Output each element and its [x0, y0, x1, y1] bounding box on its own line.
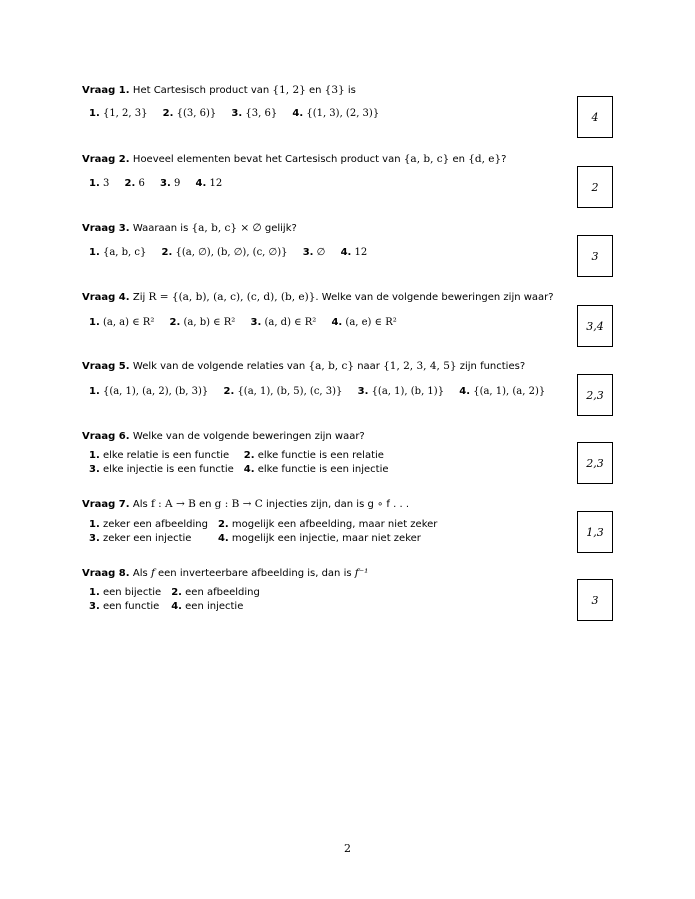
question-5-title: Vraag 5. Welk van de volgende relaties van {a, b, c} naar {1, 2, 3, 4, 5} zijn functies? — [82, 360, 526, 372]
question-3-options — [89, 247, 379, 258]
option-1: 1. 3 — [89, 178, 110, 189]
question-6-options — [89, 449, 389, 477]
option-2: 2. mogelijk een afbeelding, maar niet zeker — [217, 519, 438, 530]
option-4: 4. 12 — [340, 247, 368, 258]
option-3: 3. zeker een injectie — [89, 533, 192, 544]
question-1 — [82, 82, 612, 119]
option-3: 3. 9 — [160, 178, 181, 189]
option-2: 2. {(3, 6)} — [162, 108, 217, 119]
answer-box-6: 2,3 — [577, 442, 613, 484]
option-3: 3. (a, d) ∈ R² — [250, 317, 317, 328]
question-1-options — [89, 108, 391, 119]
question-4-title: Vraag 4. Zij R = {(a, b), (a, c), (c, d), (b, e)}. Welke van de volgende beweringen zijn waar? — [82, 291, 554, 303]
option-4: 4. {(a, 1), (a, 2)} — [459, 386, 546, 397]
option-4: 4. (a, e) ∈ R² — [331, 317, 397, 328]
option-2: 2. {(a, 1), (b, 5), (c, 3)} — [223, 386, 343, 397]
answer-box-8: 3 — [577, 579, 613, 621]
option-1: 1. {(a, 1), (a, 2), (b, 3)} — [89, 386, 209, 397]
option-2: 2. elke functie is een relatie — [243, 450, 384, 461]
answer-box-2: 2 — [577, 166, 613, 208]
option-3: 3. een functie — [89, 601, 160, 612]
option-1: 1. een bijectie — [89, 587, 162, 598]
option-2: 2. {(a, ∅), (b, ∅), (c, ∅)} — [161, 247, 288, 258]
question-4-options — [89, 317, 409, 328]
option-4: 4. elke functie is een injectie — [243, 464, 389, 475]
question-8 — [82, 565, 612, 612]
question-7-options — [89, 518, 437, 546]
option-3: 3. {(a, 1), (b, 1)} — [357, 386, 445, 397]
option-4: 4. een injectie — [171, 601, 244, 612]
option-3: 3. ∅ — [302, 247, 326, 258]
option-2: 2. een afbeelding — [171, 587, 260, 598]
question-2-title: Vraag 2. Hoeveel elementen bevat het Cartesisch product van {a, b, c} en {d, e}? — [82, 153, 507, 165]
question-8-options — [89, 586, 260, 614]
question-3 — [82, 220, 612, 258]
answer-box-1: 4 — [577, 96, 613, 138]
option-3: 3. {3, 6} — [231, 108, 278, 119]
option-1: 1. (a, a) ∈ R² — [89, 317, 155, 328]
answer-box-5: 2,3 — [577, 374, 613, 416]
question-6-title: Vraag 6. Welke van de volgende beweringen zijn waar? — [82, 431, 365, 442]
question-2-options — [89, 178, 234, 189]
question-7-title: Vraag 7. Als f : A → B en g : B → C injecties zijn, dan is g ∘ f . . . — [82, 498, 410, 510]
option-2: 2. (a, b) ∈ R² — [169, 317, 236, 328]
option-2: 2. 6 — [124, 178, 145, 189]
page-number: 2 — [344, 842, 351, 855]
option-4: 4. 12 — [195, 178, 223, 189]
option-3: 3. elke injectie is een functie — [89, 464, 234, 475]
option-1: 1. zeker een afbeelding — [89, 519, 208, 530]
option-1: 1. {1, 2, 3} — [89, 108, 148, 119]
question-2 — [82, 151, 612, 189]
option-4: 4. {(1, 3), (2, 3)} — [292, 108, 380, 119]
answer-box-4: 3,4 — [577, 305, 613, 347]
option-1: 1. elke relatie is een functie — [89, 450, 230, 461]
question-3-title: Vraag 3. Waaraan is {a, b, c} × ∅ gelijk? — [82, 222, 297, 234]
answer-box-7: 1,3 — [577, 511, 613, 553]
question-5 — [82, 358, 612, 397]
option-1: 1. {a, b, c} — [89, 247, 147, 258]
question-1-title: Vraag 1. Het Cartesisch product van {1, 2} en {3} is — [82, 84, 356, 96]
question-8-title: Vraag 8. Als f een inverteerbare afbeelding is, dan is f⁻¹ — [82, 567, 369, 579]
option-4: 4. mogelijk een injectie, maar niet zeker — [217, 533, 421, 544]
question-5-options — [89, 386, 557, 397]
answer-box-3: 3 — [577, 235, 613, 277]
